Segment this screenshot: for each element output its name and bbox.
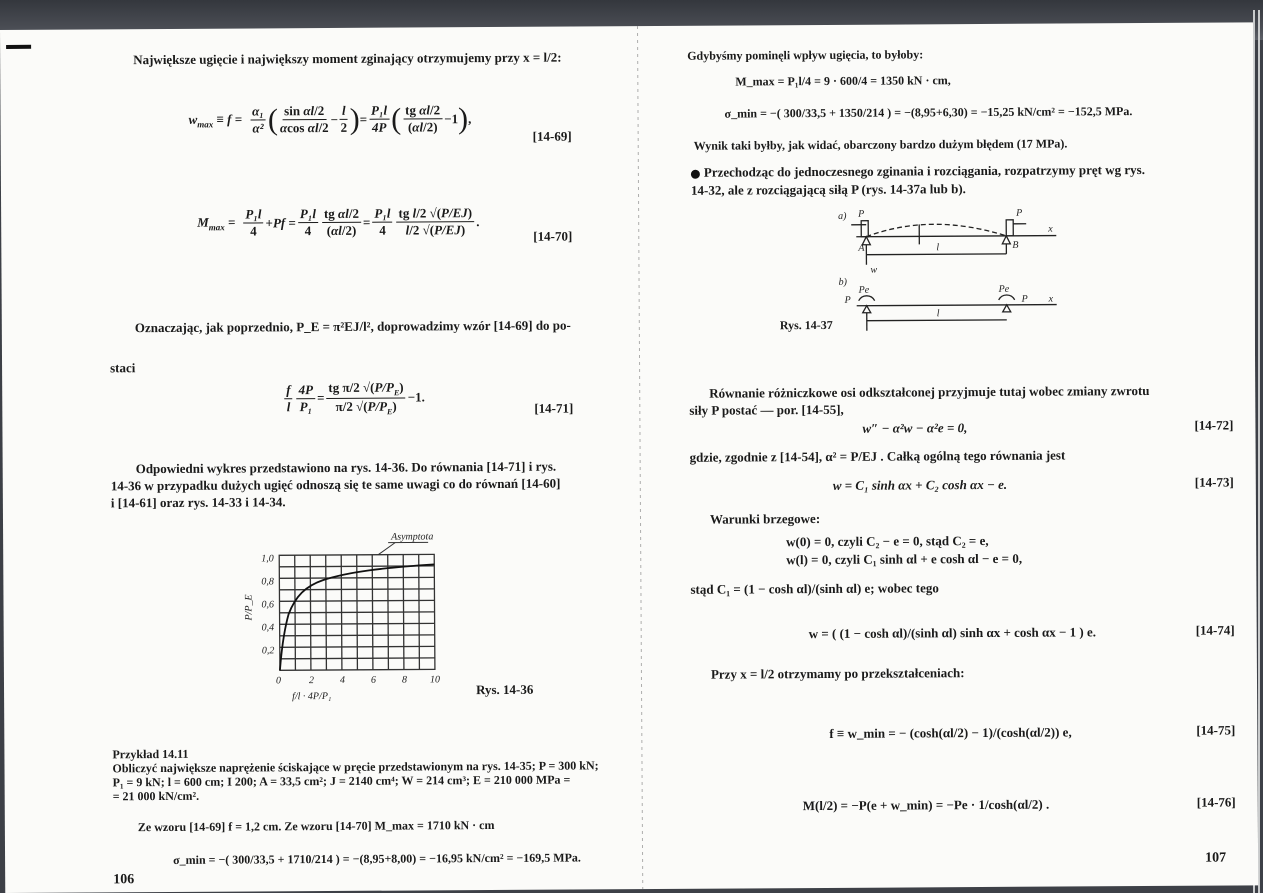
equation-number: [14-75] (1196, 722, 1236, 738)
svg-text:P: P (1021, 293, 1028, 305)
svg-text:a): a) (838, 210, 847, 222)
page-number-left: 106 (113, 872, 135, 888)
equation-14-70: $M_{max}$ = $\frac{\text{P₁l}}{4}$ +Pf = $\frac{\text{P₁l}}{4}$ $\frac{\text{tg αl/2}}{(\alpha l/2)}$ = $\frac{\text{P₁l}}{4}$ $\frac{\text{tg l/2 √(P/EJ)}}{l/2 √(P/EJ)}$ . (197, 205, 480, 239)
svg-text:x: x (1048, 223, 1053, 235)
example-line: = 21 000 kN/cm². (112, 788, 200, 804)
paragraph-gdzie: gdzie, zgodnie z [14-54], α² = P/EJ . Całką ogólną tego równania jest (689, 447, 1066, 465)
svg-text:l: l (936, 308, 940, 320)
paragraph-przy: Przy x = l/2 otrzymamy po przekształceniach: (710, 665, 965, 682)
equation-number: [14-76] (1196, 794, 1236, 810)
chart-ylabel: P/P_E (243, 594, 255, 621)
equation-14-73: w = C₁ sinh αx + C₂ cosh αx − e. (832, 476, 1008, 493)
paragraph-gdybysmy: Gdybyśmy pominęli wpływ ugięcia, to byłoby: (687, 47, 924, 63)
example-sigma: σ_min = −( 300/33,5 + 1710/214 ) = −(8,95+8,00) = −16,95 kN/cm² = −169,5 MPa. (173, 850, 581, 867)
svg-text:0,8: 0,8 (261, 576, 274, 588)
equation-mmax: M_max = P₁l/4 = 9 · 600/4 = 1350 kN · cm, (735, 73, 951, 89)
paragraph-wynik: Wynik taki byłby, jak widać, obarczony bardzo dużym błędem (17 MPa). (693, 136, 1068, 153)
intro-text: Największe ugięcie i największy moment zginający otrzymujemy przy x = l/2: (133, 49, 562, 68)
svg-text:1,0: 1,0 (261, 553, 274, 565)
svg-text:A: A (858, 242, 865, 254)
svg-text:4: 4 (339, 674, 346, 686)
equation-14-69: $w_{max} \equiv f$ = $\frac{\text{α₁}}{\text{α²}}$ ( $\frac{\text{sin αl/2}}{\text{αcos αl/2}}$ − $\frac{l}{2}$ ) = $\frac{\text{P₁l}}{4P}$ ( $\frac{\text{tg αl/2}}{(\alpha l/2)}$ −1 ) , (188, 101, 472, 136)
page-number-right: 107 (1205, 850, 1227, 866)
chart-annotation-asymptota: Asymptota (391, 531, 434, 543)
equation-number: [14-72] (1194, 417, 1234, 433)
boundary-condition-1: w(0) = 0, czyli C₂ − e = 0, stąd C₂ = e, (786, 532, 989, 550)
equation-14-75: f ≡ w_min = − (cosh(αl/2) − 1)/(cosh(αl/2)) e, (829, 724, 1072, 741)
svg-text:Pe: Pe (858, 284, 870, 296)
svg-text:8: 8 (401, 674, 408, 686)
svg-text:2: 2 (308, 675, 315, 687)
svg-text:P: P (844, 294, 851, 306)
page-stack-edge (1258, 10, 1260, 893)
book-spread (0, 22, 1258, 893)
svg-text:0,4: 0,4 (261, 622, 275, 634)
example-result: Ze wzoru [14-69] f = 1,2 cm. Ze wzoru [14-70] M_max = 1710 kN · cm (137, 817, 495, 835)
svg-text:0: 0 (275, 675, 282, 687)
paragraph-oznaczajac: Oznaczając, jak poprzednio, P_E = π²EJ/l², doprowadzimy wzór [14-69] do po- (134, 317, 571, 336)
figure-caption: Rys. 14-37 (779, 317, 833, 333)
example-line: Obliczyć największe naprężenie ściskające w pręcie przedstawionym na rys. 14-35; P = 300 kN; (112, 758, 599, 776)
paragraph-line: siły P postać — por. [14-55], (689, 401, 844, 418)
example-line: P₁ = 9 kN; l = 600 cm; I 200; A = 33,5 cm²; J = 2140 cm⁴; W = 214 cm³; E = 210 000 MPa = (112, 772, 571, 790)
paragraph-stad: stąd C₁ = (1 − cosh αl)/(sinh αl) e; wobec tego (690, 580, 939, 597)
figure-14-36-chart (243, 527, 454, 688)
left-page (0, 26, 640, 893)
svg-text:Pe: Pe (998, 283, 1010, 295)
equation-14-76: M(l/2) = −P(e + w_min) = −Pe · 1/cosh(αl/2) . (802, 796, 1050, 814)
svg-text:6: 6 (370, 674, 377, 686)
svg-text:B: B (1012, 239, 1019, 251)
equation-number: [14-74] (1195, 622, 1235, 638)
equation-14-71: $\frac{f}{l}$ $\frac{4P}{\text{P₁}}$ = $\frac{tg \pi/2 √(P/P_E)}{\pi/2 √(P/P_E)}$ −1. (286, 379, 425, 416)
figure-14-37-diagram (836, 201, 1087, 333)
figure-caption: Rys. 14-36 (475, 681, 534, 698)
paragraph-warunki: Warunki brzegowe: (709, 510, 821, 527)
paragraph-line: Odpowiedni wykres przedstawiono na rys. 14-36. Do równania [14-71] i rys. (135, 458, 557, 477)
paragraph-line: 14-36 w przypadku dużych ugięć odnoszą się te same uwagi co do równań [14-60] (110, 475, 561, 494)
paragraph-staci: staci (110, 360, 136, 376)
paragraph-line: 14-32, ale z rozciągającą siłą P (rys. 14-37a lub b). (690, 181, 966, 198)
equation-number: [14-71] (534, 400, 574, 416)
chart-xlabel: f/l · 4P/P₁ (292, 690, 332, 703)
svg-text:0,6: 0,6 (261, 599, 275, 611)
equation-sigma: σ_min = −( 300/33,5 + 1350/214 ) = −(8,95+6,30) = −15,25 kN/cm² = −152,5 MPa. (724, 104, 1133, 121)
right-page (640, 22, 1258, 889)
bullet-icon (691, 169, 700, 178)
svg-text:w: w (870, 264, 878, 276)
svg-text:0,2: 0,2 (261, 645, 275, 657)
svg-text:10: 10 (429, 674, 441, 686)
paragraph-line: i [14-61] oraz rys. 14-33 i 14-34. (110, 494, 286, 511)
paragraph-line: Równanie różniczkowe osi odkształconej przyjmuje tutaj wobec zmiany zwrotu (709, 382, 1150, 401)
example-title: Przykład 14.11 (112, 746, 189, 762)
equation-14-72: w″ − α²w − α²e = 0, (862, 420, 968, 436)
svg-text:l: l (936, 242, 940, 254)
svg-text:P: P (1016, 207, 1023, 219)
svg-text:P: P (858, 208, 865, 220)
svg-text:b): b) (838, 276, 847, 288)
equation-number: [14-70] (533, 228, 573, 244)
equation-number: [14-69] (532, 128, 572, 144)
equation-14-74: w = ( (1 − cosh αl)/(sinh αl) sinh αx + cosh αx − 1 ) e. (808, 624, 1097, 642)
paragraph-przechodzac: Przechodząc do jednoczesnego zginania i rozciągania, rozpatrzymy pręt wg rys. (691, 161, 1145, 181)
equation-number: [14-73] (1194, 474, 1234, 490)
svg-text:x: x (1048, 293, 1054, 305)
boundary-condition-2: w(l) = 0, czyli C₁ sinh αl + e cosh αl − e = 0, (786, 550, 1023, 568)
